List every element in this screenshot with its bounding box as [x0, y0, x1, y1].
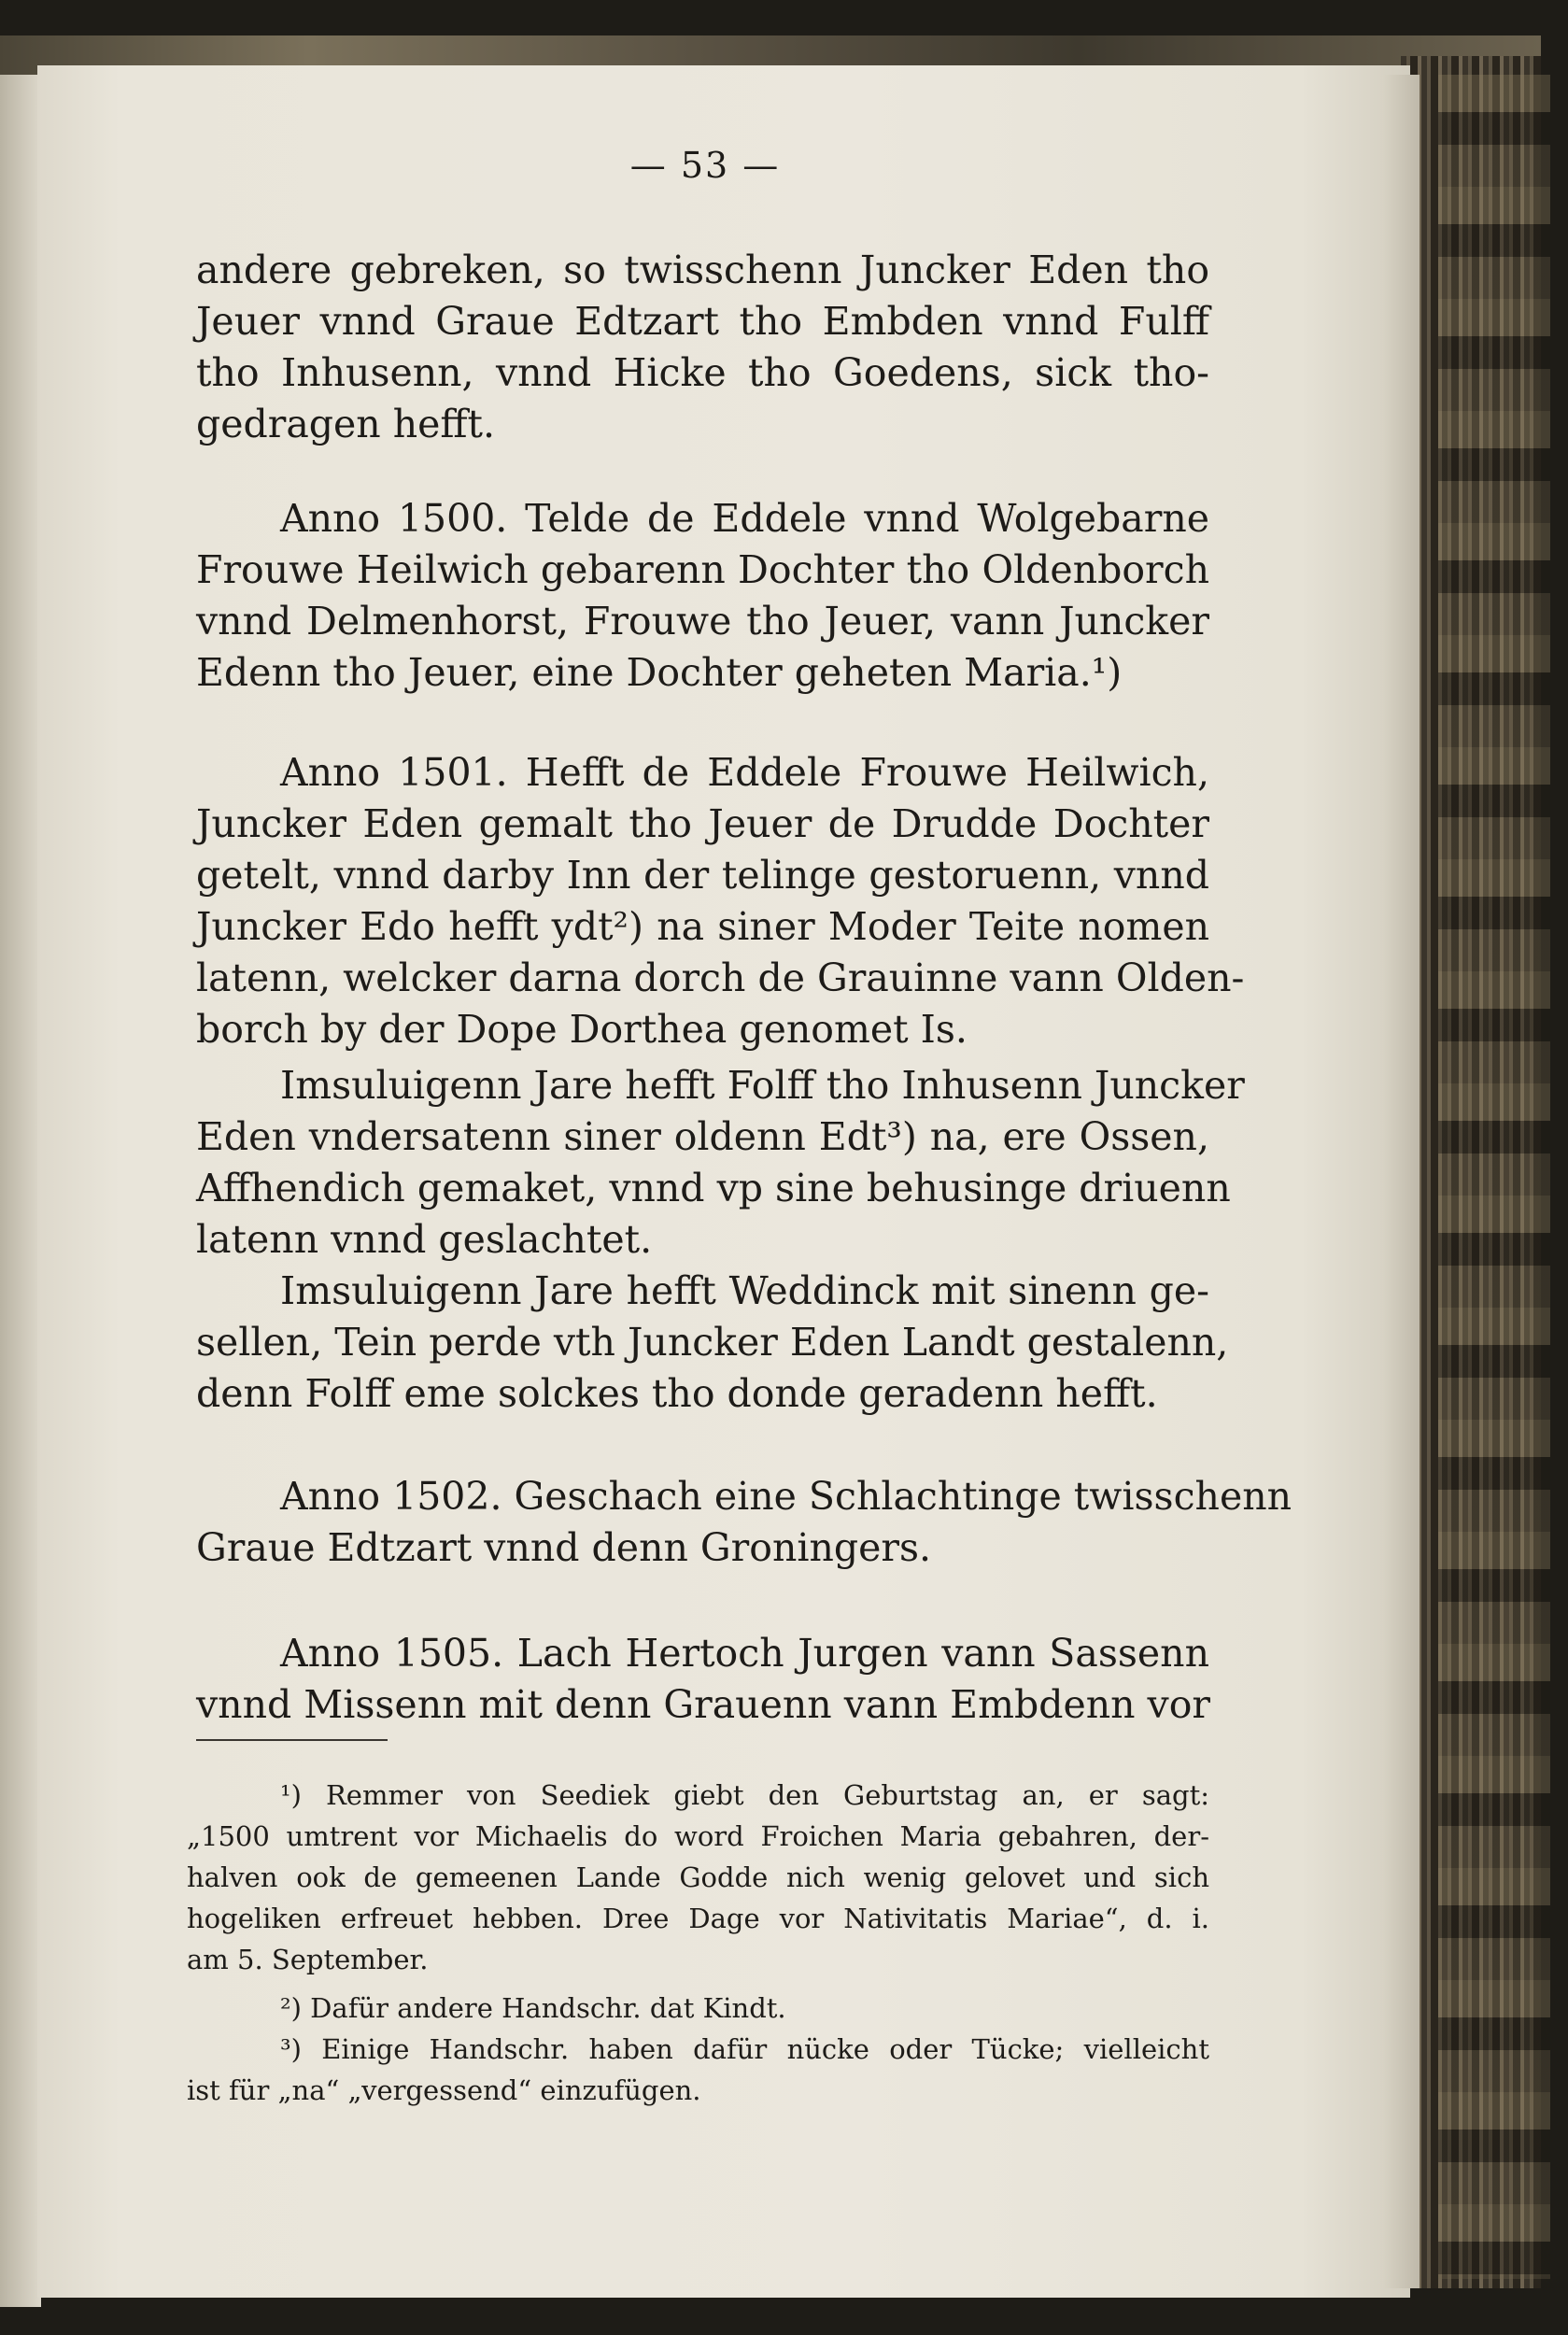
footnote-line: am 5. September.	[187, 1944, 429, 1975]
text-line: gedragen hefft.	[196, 402, 496, 446]
paragraph	[196, 747, 1245, 1055]
paragraph	[196, 1628, 1209, 1731]
text-line: getelt, vnnd darby Inn der telinge gestoruenn, vnnd	[196, 853, 1209, 898]
text-line: vnnd Missenn mit denn Grauenn vann Embdenn vor	[196, 1682, 1210, 1727]
text-line: latenn, welcker darna dorch de Grauinne vann Olden-	[196, 955, 1245, 1000]
footnote-line: „1500 umtrent vor Michaelis do word Froichen Maria gebahren, der-	[187, 1820, 1209, 1852]
paragraph	[196, 245, 1209, 450]
footnote-line: ist für „na“ „vergessend“ einzufügen.	[187, 2074, 701, 2106]
footnote	[187, 2029, 1209, 2111]
text-line: Jeuer vnnd Graue Edtzart tho Embden vnnd Fulff	[196, 299, 1209, 344]
footnote-line: hogeliken erfreuet hebben. Dree Dage vor Nativitatis Mariae“, d. i.	[187, 1903, 1209, 1934]
text-line: Eden vndersatenn siner oldenn Edt³) na, ere Ossen,	[196, 1114, 1209, 1159]
text-line: Affhendich gemaket, vnnd vp sine behusinge driuenn	[196, 1166, 1231, 1210]
text-line: Imsuluigenn Jare hefft Folff tho Inhusenn Juncker	[280, 1063, 1245, 1108]
footnote	[187, 1988, 1209, 2029]
footnote-line: ¹) Remmer von Seediek giebt den Geburtstag an, er sagt:	[280, 1779, 1209, 1811]
text-line: Anno 1500. Telde de Eddele vnnd Wolgebarne	[280, 496, 1209, 541]
text-line: Anno 1501. Hefft de Eddele Frouwe Heilwich,	[280, 750, 1209, 795]
paragraph	[196, 493, 1209, 699]
text-line: borch by der Dope Dorthea genomet Is.	[196, 1007, 968, 1052]
paragraph	[196, 1471, 1293, 1574]
text-line: Juncker Eden gemalt tho Jeuer de Drudde Dochter	[196, 801, 1209, 846]
paragraph	[196, 1266, 1229, 1420]
text-line: andere gebreken, so twisschenn Juncker Eden tho	[196, 248, 1209, 292]
text-line: Juncker Edo hefft ydt²) na siner Moder Teite nomen	[196, 904, 1209, 949]
book-cover-texture	[1438, 75, 1550, 2279]
text-line: latenn vnnd geslachtet.	[196, 1217, 653, 1262]
page-stack-edge	[1382, 75, 1420, 2288]
page-number: — 53 —	[629, 145, 781, 186]
text-line: Frouwe Heilwich gebarenn Dochter tho Oldenborch	[196, 547, 1209, 592]
text-line: Imsuluigenn Jare hefft Weddinck mit sinenn ge-	[280, 1268, 1209, 1313]
text-line: Edenn tho Jeuer, eine Dochter geheten Maria.¹)	[196, 650, 1123, 695]
paragraph	[196, 1060, 1245, 1266]
text-line: denn Folff eme solckes tho donde geradenn hefft.	[196, 1371, 1158, 1416]
text-line: vnnd Delmenhorst, Frouwe tho Jeuer, vann Juncker	[196, 599, 1209, 644]
left-page-edge	[0, 65, 41, 2307]
text-line: Anno 1502. Geschach eine Schlachtinge twisschenn	[280, 1474, 1293, 1519]
text-line: Graue Edtzart vnnd denn Groningers.	[196, 1525, 932, 1570]
footnote-line: halven ook de gemeenen Lande Godde nich wenig gelovet und sich	[187, 1861, 1209, 1893]
footnote-line: ²) Dafür andere Handschr. dat Kindt.	[280, 1992, 786, 2024]
footnote	[187, 1775, 1209, 1980]
footnote-separator	[196, 1739, 388, 1741]
text-line: Anno 1505. Lach Hertoch Jurgen vann Sassenn	[280, 1631, 1209, 1676]
text-line: sellen, Tein perde vth Juncker Eden Landt gestalenn,	[196, 1320, 1229, 1365]
text-line: tho Inhusenn, vnnd Hicke tho Goedens, sick tho-	[196, 350, 1209, 395]
footnote-line: ³) Einige Handschr. haben dafür nücke oder Tücke; vielleicht	[280, 2033, 1209, 2065]
